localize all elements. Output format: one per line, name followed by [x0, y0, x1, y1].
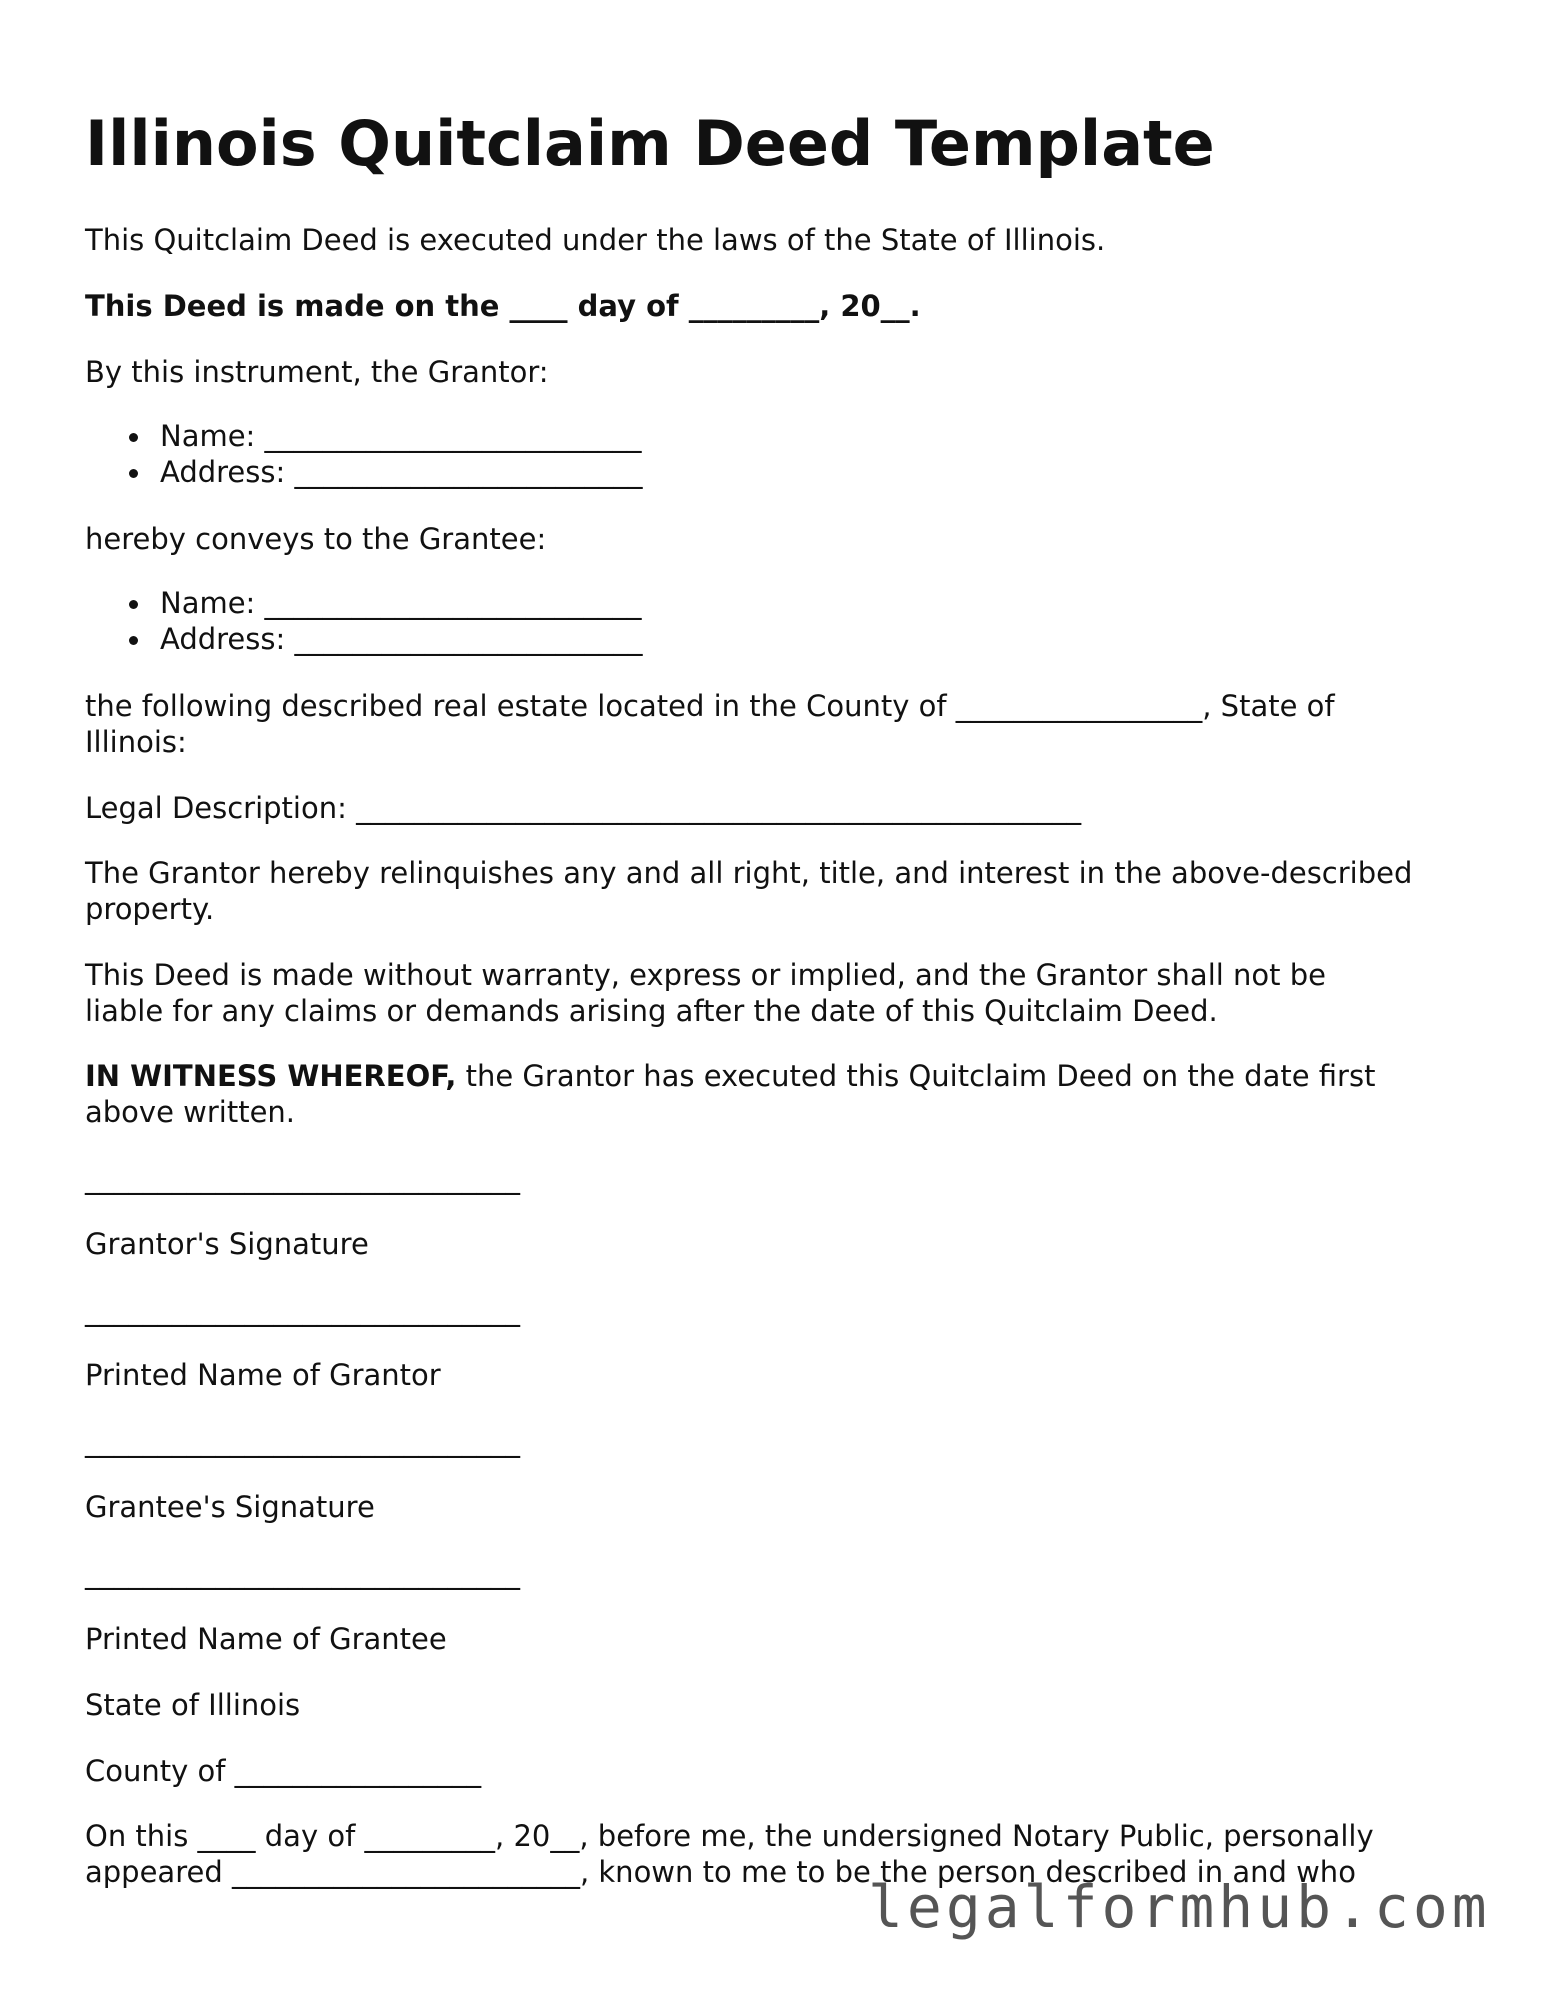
grantor-printed-line: ______________________________: [85, 1293, 520, 1327]
grantor-address-field: Address: ________________________: [85, 454, 642, 490]
notary-county: County of _________________: [85, 1754, 482, 1788]
warranty-line-2: liable for any claims or demands arising after the date of this Quitclaim Deed.: [85, 994, 1218, 1028]
notary-line-1: On this ____ day of _________, 20__, before me, the undersigned Notary Public, personally: [85, 1819, 1374, 1853]
grantee-printed-label: Printed Name of Grantee: [85, 1622, 447, 1656]
document-title: Illinois Quitclaim Deed Template: [85, 107, 1215, 180]
grantor-signature-label: Grantor's Signature: [85, 1227, 369, 1261]
date-line: This Deed is made on the ____ day of _________, 20__.: [85, 289, 921, 323]
witness-line-2: above written.: [85, 1095, 296, 1129]
grantor-printed-label: Printed Name of Grantor: [85, 1358, 441, 1392]
notary-state: State of Illinois: [85, 1688, 301, 1722]
grantee-name-field: Name: __________________________: [85, 585, 642, 621]
grantee-lead: hereby conveys to the Grantee:: [85, 522, 547, 556]
intro-text: This Quitclaim Deed is executed under the laws of the State of Illinois.: [85, 223, 1106, 257]
grantor-lead: By this instrument, the Grantor:: [85, 355, 549, 389]
warranty-line-1: This Deed is made without warranty, express or implied, and the Grantor shall not be: [85, 958, 1326, 992]
grantor-signature-line: ______________________________: [85, 1161, 520, 1195]
watermark-logo: legalformhub.com: [868, 1873, 1491, 1941]
grantor-fields-list: [85, 418, 642, 490]
relinquish-line-2: property.: [85, 892, 215, 926]
property-line-1: the following described real estate located in the County of _________________, State of: [85, 689, 1335, 723]
grantee-signature-line: ______________________________: [85, 1424, 520, 1458]
grantee-fields-list: [85, 585, 642, 657]
grantee-signature-label: Grantee's Signature: [85, 1490, 375, 1524]
witness-line-1: [85, 1058, 1375, 1094]
notary-line-2: appeared ________________________, known to me to be the person described in and who: [85, 1855, 1356, 1889]
grantee-printed-line: ______________________________: [85, 1556, 520, 1590]
property-line-2: Illinois:: [85, 725, 187, 759]
legal-description: Legal Description: __________________________________________________: [85, 791, 1082, 825]
witness-bold: IN WITNESS WHEREOF,: [85, 1059, 457, 1093]
grantee-address-field: Address: ________________________: [85, 621, 642, 657]
witness-rest: the Grantor has executed this Quitclaim Deed on the date first: [456, 1059, 1376, 1093]
relinquish-line-1: The Grantor hereby relinquishes any and all right, title, and interest in the above-described: [85, 856, 1413, 890]
grantor-name-field: Name: __________________________: [85, 418, 642, 454]
